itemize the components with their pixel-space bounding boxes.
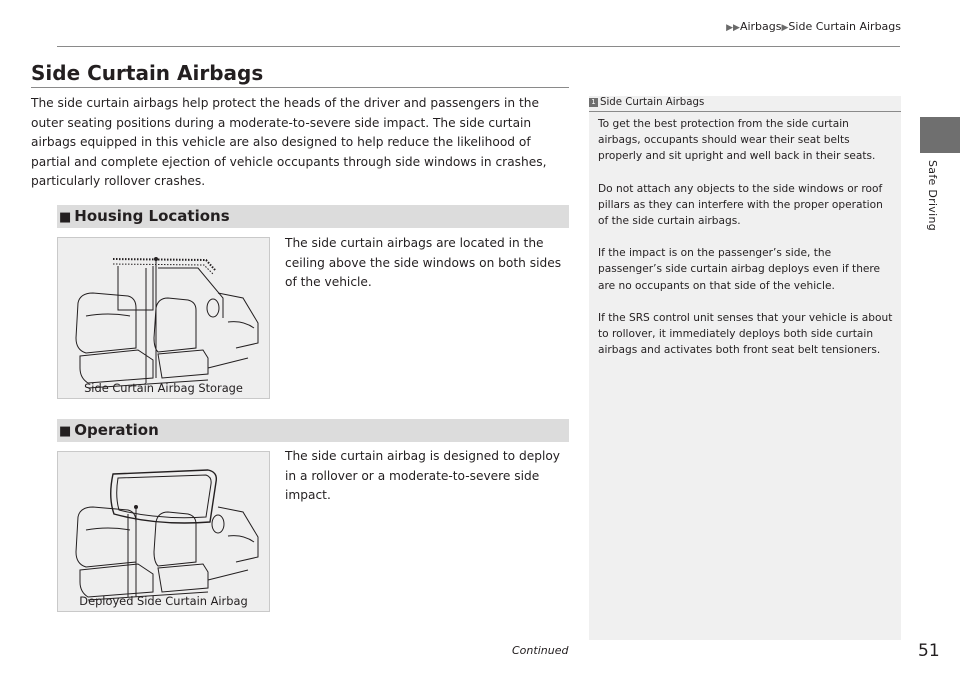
sidebar-paragraph: If the SRS control unit senses that your vehicle is about to rollover, it immediately deploys both side curtain airbags and activates both front seat belt tensioners. <box>598 311 893 357</box>
figure-caption: Deployed Side Curtain Airbag <box>79 594 248 608</box>
operation-heading: ■ Operation <box>57 419 569 442</box>
sidebar-note <box>589 96 901 640</box>
breadcrumb-arrow-icon: ▶▶ <box>726 23 740 33</box>
section-tab-marker <box>920 117 960 153</box>
housing-locations-heading: ■ Housing Locations <box>57 205 569 228</box>
header-divider <box>57 46 900 47</box>
sidebar-paragraph: Do not attach any objects to the side windows or roof pillars as they can interfere with the proper operation of the side curtain airbags. <box>598 182 883 228</box>
breadcrumb-arrow-icon: ▶ <box>781 23 789 33</box>
operation-description: The side curtain airbag is designed to deploy in a rollover or a moderate-to-severe side impact. <box>285 449 561 503</box>
sidebar-paragraph: To get the best protection from the side curtain airbags, occupants should wear their seat belts properly and sit upright and well back in their seats. <box>598 118 876 163</box>
page-number: 51 <box>918 641 940 661</box>
reference-number-badge: 1 <box>589 98 598 107</box>
deployed-airbag-illustration <box>58 452 270 612</box>
breadcrumb-item-current[interactable]: Side Curtain Airbags <box>788 20 901 33</box>
square-bullet-icon: ■ <box>59 210 72 225</box>
square-bullet-icon: ■ <box>59 424 72 439</box>
page-title: Side Curtain Airbags <box>31 61 264 85</box>
car-interior-illustration <box>58 238 270 399</box>
sidebar-heading: 1 Side Curtain Airbags <box>589 97 901 108</box>
figure-caption: Side Curtain Airbag Storage <box>84 381 243 395</box>
sidebar-body <box>598 116 894 374</box>
breadcrumb <box>726 20 901 33</box>
title-divider <box>31 87 569 88</box>
housing-description: The side curtain airbags are located in the ceiling above the side windows on both sides of the vehicle. <box>285 236 562 290</box>
intro-paragraph: The side curtain airbags help protect the heads of the driver and passengers in the outer seating positions during a moderate-to-severe side impact. The side curtain airbags equipped in this vehicle are also designed to help reduce the likelihood of partial and complete ejection of vehicle occupants through side windows in crashes, particularly rollover crashes. <box>31 96 547 189</box>
housing-location-figure <box>57 237 270 399</box>
section-tab-label: Safe Driving <box>926 160 939 232</box>
breadcrumb-item-airbags[interactable]: Airbags <box>739 20 782 33</box>
operation-figure <box>57 451 270 612</box>
sidebar-divider <box>589 111 901 112</box>
continued-label: Continued <box>512 644 569 657</box>
sidebar-paragraph: If the impact is on the passenger’s side, the passenger’s side curtain airbag deploys even if there are no occupants on that side of the vehicle. <box>598 247 881 292</box>
